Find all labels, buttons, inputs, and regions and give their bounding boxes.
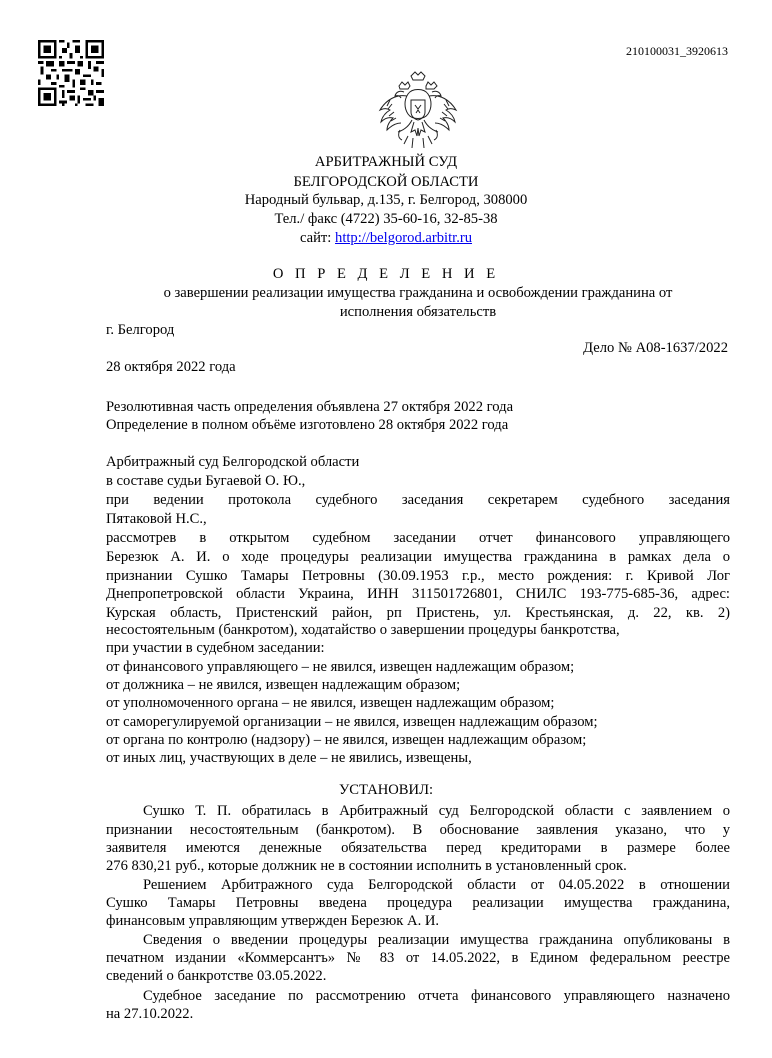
court-name-line1: АРБИТРАЖНЫЙ СУД bbox=[314, 154, 458, 170]
full-text-made: Определение в полном объёме изготовлено 28 октября 2022 года bbox=[106, 417, 509, 433]
document-subtitle-line1: о завершении реализации имущества гражданина и освобождении гражданина от bbox=[163, 285, 673, 301]
intro-line: при ведении протокола судебного заседания секретарем судебного заседания bbox=[106, 492, 730, 508]
intro-line: Курская область, Пристенский район, рп Пристень, ул. Крестьянская, д. 22, кв. 2) bbox=[106, 605, 730, 621]
court-name-line2: БЕЛГОРОДСКОЙ ОБЛАСТИ bbox=[293, 174, 479, 190]
website-label: сайт: bbox=[299, 230, 332, 246]
intro-line: Пятаковой Н.С., bbox=[106, 511, 207, 527]
body-line: заявителя имеются денежные обязательства перед кредиторами в размере более bbox=[106, 840, 730, 856]
city: г. Белгород bbox=[106, 322, 175, 338]
body-line: признании несостоятельным (банкротом). В обоснование заявления указано, что у bbox=[106, 822, 730, 838]
body-line: 276 830,21 руб., которые должник не в состоянии исполнить в установленный срок. bbox=[106, 858, 627, 874]
body-line: Сушко Тамары Петровны введена процедура реализации имущества гражданина, bbox=[106, 895, 730, 911]
established-heading: УСТАНОВИЛ: bbox=[338, 782, 434, 798]
intro-line: несостоятельным (банкротом), ходатайство о завершении процедуры банкротства, bbox=[106, 622, 620, 638]
participant-line: от иных лиц, участвующих в деле – не явились, извещены, bbox=[106, 750, 472, 766]
body-line: Судебное заседание по рассмотрению отчета финансового управляющего назначено bbox=[143, 988, 730, 1004]
intro-line: Березюк А. И. о ходе процедуры реализации имущества гражданина в рамках дела о bbox=[106, 549, 730, 565]
participant-line: от финансового управляющего – не явился, извещен надлежащим образом; bbox=[106, 659, 575, 675]
body-line: сведений о банкротстве 03.05.2022. bbox=[106, 968, 327, 984]
participant-line: от уполномоченного органа – не явился, извещен надлежащим образом; bbox=[106, 695, 555, 711]
participant-line: от должника – не явился, извещен надлежащим образом; bbox=[106, 677, 461, 693]
document-date: 28 октября 2022 года bbox=[106, 359, 236, 375]
resolution-announced: Резолютивная часть определения объявлена 27 октября 2022 года bbox=[106, 399, 514, 415]
court-phone: Тел./ факс (4722) 35-60-16, 32-85-38 bbox=[274, 211, 498, 227]
coat-of-arms-emblem bbox=[378, 70, 458, 152]
participant-line: от органа по контролю (надзору) – не явился, извещен надлежащим образом; bbox=[106, 732, 587, 748]
participant-line: от саморегулируемой организации – не явился, извещен надлежащим образом; bbox=[106, 714, 598, 730]
court-address: Народный бульвар, д.135, г. Белгород, 308000 bbox=[244, 192, 528, 208]
intro-line: при участии в судебном заседании: bbox=[106, 640, 325, 656]
body-line: печатном издании «Коммерсантъ» № 83 от 14.05.2022, в Едином федеральном реестре bbox=[106, 950, 730, 966]
intro-line: Днепропетровской области Украина, ИНН 311501726801, СНИЛС 193-775-685-36, адрес: bbox=[106, 586, 730, 602]
qr-code bbox=[38, 40, 104, 106]
court-website bbox=[0, 228, 772, 249]
document-subtitle-line2: исполнения обязательств bbox=[339, 304, 497, 320]
body-line: Решением Арбитражного суда Белгородской области от 04.05.2022 в отношении bbox=[143, 877, 730, 893]
body-line: Сушко Т. П. обратилась в Арбитражный суд Белгородской области с заявлением о bbox=[143, 803, 730, 819]
intro-line: признании Сушко Тамары Петровны (30.09.1953 г.р., место рождения: г. Кривой Лог bbox=[106, 568, 730, 584]
case-number: Дело № А08-1637/2022 bbox=[583, 340, 728, 356]
intro-line: рассмотрев в открытом судебном заседании отчет финансового управляющего bbox=[106, 530, 730, 546]
document-title: О П Р Е Д Е Л Е Н И Е bbox=[272, 266, 500, 282]
body-line: Сведения о введении процедуры реализации имущества гражданина опубликованы в bbox=[143, 932, 730, 948]
document-id: 210100031_3920613 bbox=[626, 44, 728, 58]
intro-line: в составе судьи Бугаевой О. Ю., bbox=[106, 473, 306, 489]
body-line: финансовым управляющим утвержден Березюк А. И. bbox=[106, 913, 440, 929]
body-line: на 27.10.2022. bbox=[106, 1006, 194, 1022]
intro-line: Арбитражный суд Белгородской области bbox=[106, 454, 360, 470]
website-link[interactable]: http://belgorod.arbitr.ru bbox=[335, 230, 473, 246]
